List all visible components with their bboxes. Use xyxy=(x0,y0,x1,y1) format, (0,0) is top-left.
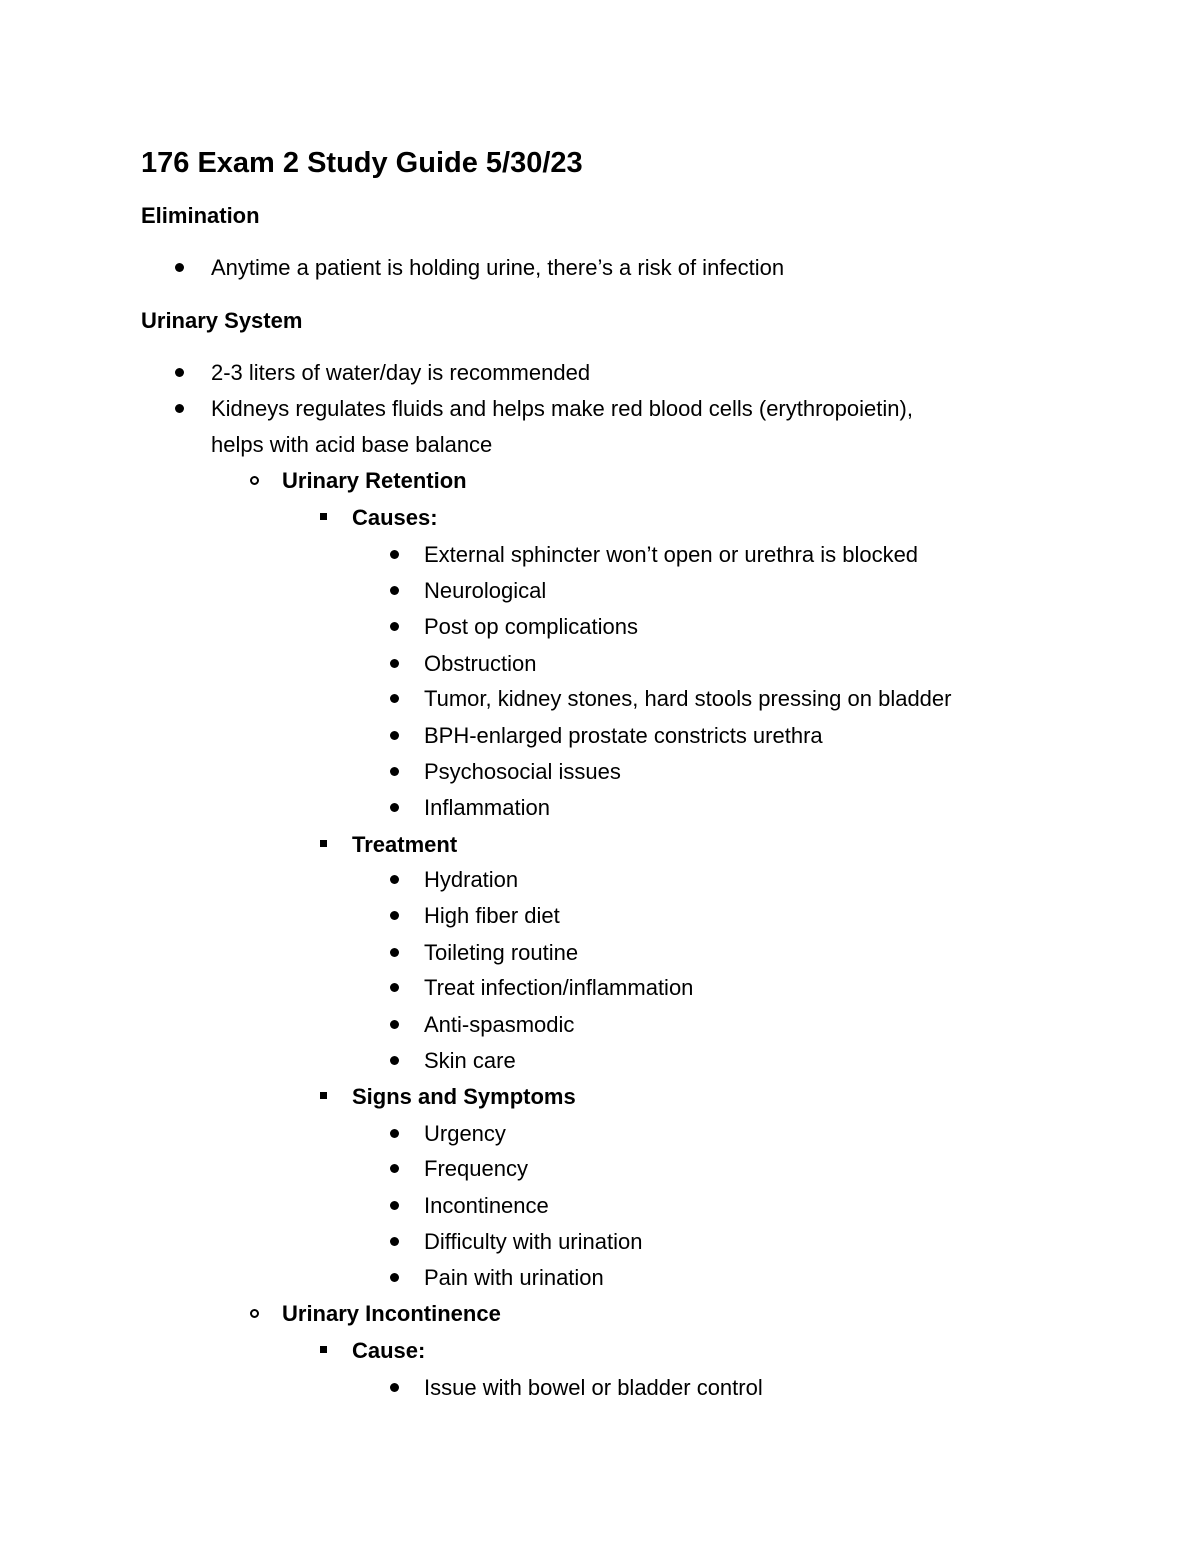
bullet-icon xyxy=(390,1188,399,1224)
hollow-bullet-icon xyxy=(250,1296,259,1332)
bullet-icon xyxy=(390,1007,399,1043)
bullet-icon xyxy=(175,355,184,391)
square-bullet-icon xyxy=(320,500,327,536)
bullet-icon xyxy=(390,1043,399,1079)
bullet-icon xyxy=(390,681,399,717)
bullet-icon xyxy=(390,1370,399,1406)
square-bullet-icon xyxy=(320,1079,327,1115)
elimination-heading: Elimination xyxy=(141,203,260,228)
bullet-icon xyxy=(175,250,184,286)
bullet-icon xyxy=(390,862,399,898)
bullet-icon xyxy=(390,573,399,609)
square-bullet-icon xyxy=(320,827,327,863)
bullet-icon xyxy=(390,1151,399,1187)
urinary-system-heading: Urinary System xyxy=(141,308,303,333)
square-bullet-icon xyxy=(320,1333,327,1369)
bullet-icon xyxy=(390,1116,399,1152)
bullet-icon xyxy=(390,1260,399,1296)
document-title: 176 Exam 2 Study Guide 5/30/23 xyxy=(141,147,583,179)
document-page: 176 Exam 2 Study Guide 5/30/23 Elimination Anytime a patient is holding urine, there’s a risk of infection Urinary System 2-3 liters of water/day is recommended Kidneys regulates fluids and helps make red blood cells (erythropoietin), helps with acid base balance Urinary Retention Causes: External sphincter won’t open or urethra is blocked Neurological Post op complications Obstruction Tumor, kidney stones, hard stools pressing on bladder BPH-enlarged prostate constricts urethra Psychosocial issues Inflammation Treatment Hydration High fiber diet Toileting routine Treat infection/inflammation Anti-spasmodic Skin care Signs and Symptoms Urgency Frequency Incontinence Difficulty with urination Pain with urination Urinary Incontinence Cause: Issue with bowel or bladder control xyxy=(0,0,1200,1553)
hollow-bullet-icon xyxy=(250,463,259,499)
bullet-icon xyxy=(390,1224,399,1260)
bullet-icon xyxy=(390,646,399,682)
bullet-icon xyxy=(390,718,399,754)
bullet-icon xyxy=(390,935,399,971)
bullet-icon xyxy=(390,754,399,790)
bullet-icon xyxy=(390,970,399,1006)
bullet-icon xyxy=(390,790,399,826)
bullet-icon xyxy=(175,391,184,427)
bullet-icon xyxy=(390,537,399,573)
bullet-icon xyxy=(390,898,399,934)
bullet-icon xyxy=(390,609,399,645)
